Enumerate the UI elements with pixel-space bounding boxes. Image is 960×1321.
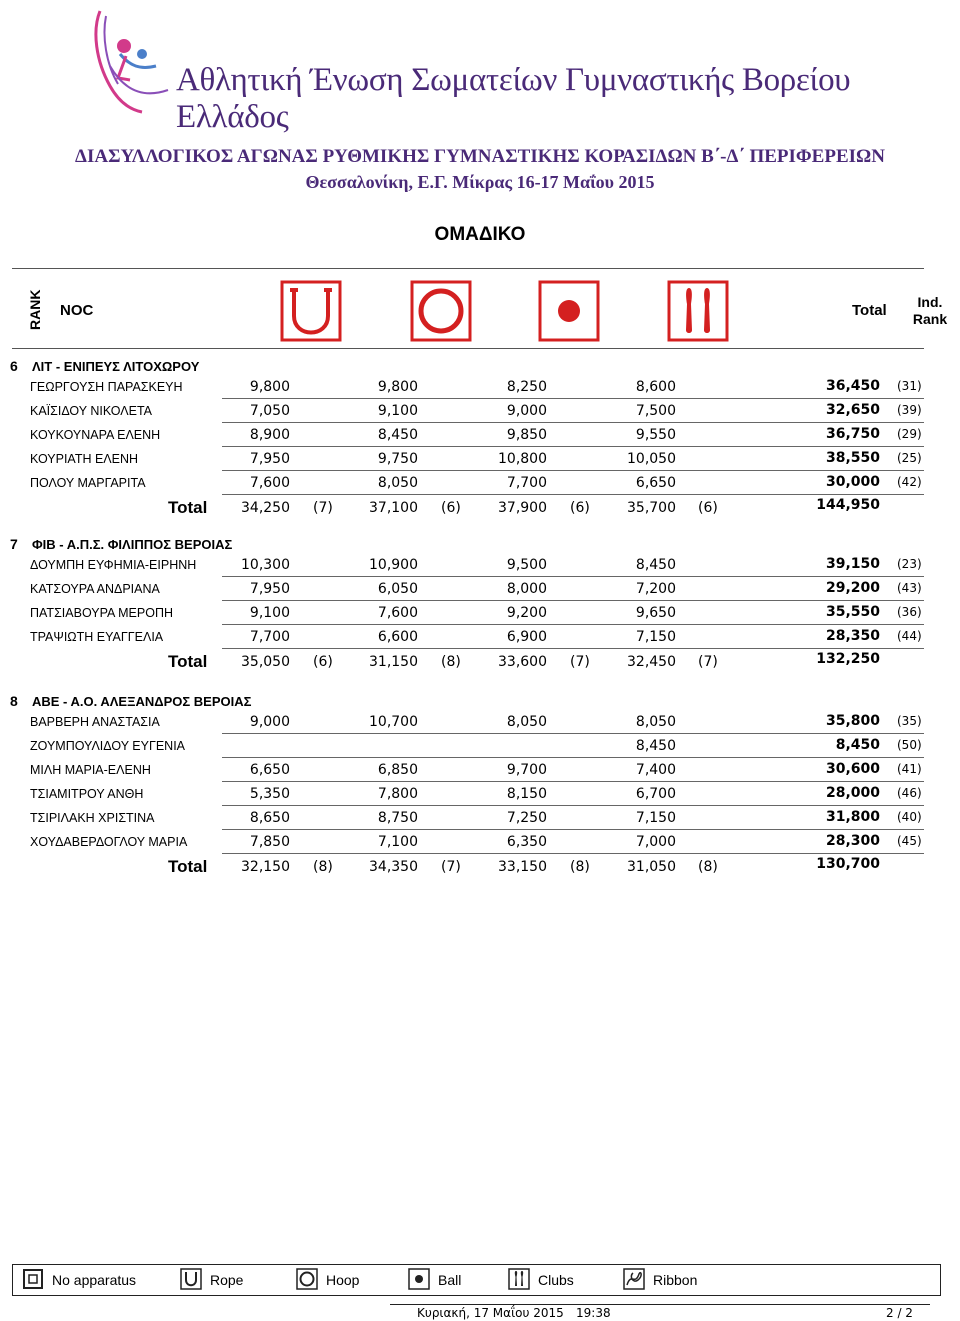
gymnast-total: 39,150 [825,556,880,572]
footer-date: Κυριακή, 17 Μαΐου 2015 [417,1306,564,1320]
apparatus-score: 7,150 [635,629,676,645]
legend-label: No apparatus [52,1272,137,1288]
apparatus-score: 9,800 [249,379,290,395]
gymnast-name: ΔΟΥΜΠΗ ΕΥΦΗΜΙΑ-ΕΙΡΗΝΗ [30,558,197,572]
row-divider [222,446,924,447]
apparatus-score: 8,050 [506,714,547,730]
header-top-rule [12,268,924,269]
competition-title: ΔΙΑΣΥΛΛΟΓΙΚΟΣ ΑΓΩΝΑΣ ΡΥΘΜΙΚΗΣ ΓΥΜΝΑΣΤΙΚΗΣ ΚΟΡΑΣΙΔΩΝ Β΄-Δ΄ ΠΕΡΙΦΕΡΕΙΩΝ [75,146,885,167]
team-grand-total: 144,950 [816,497,880,513]
apparatus-score: 8,650 [249,810,290,826]
team-apparatus-rank: (6) [570,500,590,516]
apparatus-score: 7,500 [635,403,676,419]
apparatus-score: 9,700 [506,762,547,778]
apparatus-score: 6,650 [249,762,290,778]
apparatus-score: 8,250 [506,379,547,395]
team-apparatus-rank: (7) [698,654,718,670]
apparatus-score: 10,050 [627,451,676,467]
gymnast-ind-rank: (29) [897,427,922,441]
team-apparatus-total: 37,100 [369,500,418,516]
row-divider [222,600,924,601]
hoop-icon [410,280,472,342]
ball-icon [408,1268,430,1290]
gymnast-name: ΒΑΡΒΕΡΗ ΑΝΑΣΤΑΣΙΑ [30,715,160,729]
gymnast-name: ΤΡΑΨΙΩΤΗ ΕΥΑΓΓΕΛΙΑ [30,630,164,644]
row-divider [222,733,924,734]
row-divider [222,624,924,625]
gymnast-ind-rank: (23) [897,557,922,571]
gymnast-ind-rank: (39) [897,403,922,417]
ball-icon [538,280,600,342]
gymnast-total: 32,650 [825,402,880,418]
team-apparatus-total: 32,150 [241,859,290,875]
apparatus-score: 7,400 [635,762,676,778]
team-apparatus-rank: (7) [313,500,333,516]
team-total-label: Total [168,652,208,671]
ind-rank-label-line2: Rank [912,311,948,327]
column-header-total: Total [852,302,887,319]
gymnast-name: ΠΑΤΣΙΑΒΟΥΡΑ ΜΕΡΟΠΗ [30,606,173,620]
apparatus-score: 10,700 [369,714,418,730]
apparatus-score: 7,800 [377,786,418,802]
legend-label: Rope [210,1272,244,1288]
apparatus-score: 10,300 [241,557,290,573]
team-apparatus-rank: (7) [441,859,461,875]
gymnast-ind-rank: (45) [897,834,922,848]
legend-label: Ball [438,1272,462,1288]
row-divider [222,781,924,782]
team-apparatus-total: 34,350 [369,859,418,875]
apparatus-score: 10,800 [498,451,547,467]
apparatus-score: 8,450 [635,738,676,754]
apparatus-score: 8,600 [635,379,676,395]
footer-time: 19:38 [576,1306,611,1320]
apparatus-score: 6,900 [506,629,547,645]
team-total-label: Total [168,498,208,517]
gymnast-name: ΚΑΤΣΟΥΡΑ ΑΝΔΡΙΑΝΑ [30,582,160,596]
team-rank: 8 [10,693,18,709]
apparatus-score: 7,600 [249,475,290,491]
clubs-icon [667,280,729,342]
team-apparatus-total: 31,050 [627,859,676,875]
gymnast-ind-rank: (25) [897,451,922,465]
footer-page-number: 2 / 2 [886,1306,913,1320]
team-apparatus-total: 34,250 [241,500,290,516]
team-apparatus-rank: (6) [698,500,718,516]
gymnast-name: ΚΑΪΣΙΔΟΥ ΝΙΚΟΛΕΤΑ [30,404,153,418]
team-grand-total: 130,700 [816,856,880,872]
team-name: ΑΒΕ - Α.Ο. ΑΛΕΞΑΝΔΡΟΣ ΒΕΡΟΙΑΣ [32,694,252,709]
apparatus-score: 9,650 [635,605,676,621]
ribbon-icon [623,1268,645,1290]
legend-label: Hoop [326,1272,360,1288]
row-divider [222,757,924,758]
footer-rule [390,1304,930,1305]
apparatus-legend [12,1264,941,1296]
gymnast-total: 8,450 [835,737,880,753]
apparatus-score: 6,650 [635,475,676,491]
apparatus-score: 9,550 [635,427,676,443]
gymnast-name: ΤΣΙΑΜΙΤΡΟΥ ΑΝΘΗ [30,787,144,801]
apparatus-score: 8,900 [249,427,290,443]
team-apparatus-total: 35,700 [627,500,676,516]
team-apparatus-total: 37,900 [498,500,547,516]
team-rank: 7 [10,536,18,552]
apparatus-score: 8,450 [635,557,676,573]
apparatus-score: 6,600 [377,629,418,645]
team-apparatus-rank: (7) [570,654,590,670]
row-divider [222,853,924,854]
gymnast-total: 30,000 [825,474,880,490]
apparatus-score: 5,350 [249,786,290,802]
row-divider [222,494,924,495]
team-apparatus-total: 32,450 [627,654,676,670]
apparatus-score: 7,200 [635,581,676,597]
gymnast-ind-rank: (31) [897,379,922,393]
gymnast-total: 28,300 [825,833,880,849]
apparatus-score: 7,600 [377,605,418,621]
rope-icon [280,280,342,342]
gymnast-name: ΖΟΥΜΠΟΥΛΙΔΟΥ ΕΥΓΕΝΙΑ [30,739,186,753]
gymnast-total: 31,800 [825,809,880,825]
apparatus-score: 9,200 [506,605,547,621]
team-name: ΛΙΤ - ΕΝΙΠΕΥΣ ΛΙΤΟΧΩΡΟΥ [32,359,200,374]
row-divider [222,805,924,806]
gymnast-ind-rank: (41) [897,762,922,776]
apparatus-score: 10,900 [369,557,418,573]
row-divider [222,829,924,830]
gymnast-total: 29,200 [825,580,880,596]
gymnast-ind-rank: (35) [897,714,922,728]
gymnast-name: ΧΟΥΔΑΒΕΡΔΟΓΛΟΥ ΜΑΡΙΑ [30,835,188,849]
column-header-ind-rank [906,294,954,328]
ind-rank-label-line1: Ind. [917,294,943,310]
rope-icon [180,1268,202,1290]
apparatus-score: 6,050 [377,581,418,597]
team-grand-total: 132,250 [816,651,880,667]
team-apparatus-rank: (6) [313,654,333,670]
no-apparatus-icon [22,1268,44,1290]
apparatus-score: 9,800 [377,379,418,395]
apparatus-score: 8,750 [377,810,418,826]
apparatus-score: 7,100 [377,834,418,850]
federation-logo [70,6,180,122]
apparatus-score: 9,100 [377,403,418,419]
apparatus-score: 7,950 [249,451,290,467]
team-apparatus-total: 33,600 [498,654,547,670]
gymnast-total: 36,450 [825,378,880,394]
apparatus-score: 7,950 [249,581,290,597]
team-apparatus-rank: (8) [313,859,333,875]
apparatus-score: 7,850 [249,834,290,850]
gymnast-ind-rank: (36) [897,605,922,619]
apparatus-score: 9,750 [377,451,418,467]
row-divider [222,398,924,399]
apparatus-score: 7,700 [249,629,290,645]
gymnast-total: 28,350 [825,628,880,644]
row-divider [222,648,924,649]
column-header-noc: NOC [60,302,94,319]
team-apparatus-rank: (6) [441,500,461,516]
apparatus-score: 9,100 [249,605,290,621]
gymnast-name: ΚΟΥΚΟΥΝΑΡΑ ΕΛΕΝΗ [30,428,161,442]
header-bottom-rule [12,348,924,349]
federation-title: Αθλητική Ένωση Σωματείων Γυμναστικής Βορείου Ελλάδος [176,62,851,135]
gymnast-ind-rank: (42) [897,475,922,489]
apparatus-score: 8,000 [506,581,547,597]
gymnast-total: 28,000 [825,785,880,801]
gymnast-name: ΠΟΛΟΥ ΜΑΡΓΑΡΙΤΑ [30,476,146,490]
apparatus-score: 8,050 [377,475,418,491]
team-rank: 6 [10,358,18,374]
gymnast-total: 30,600 [825,761,880,777]
apparatus-score: 7,150 [635,810,676,826]
apparatus-score: 6,850 [377,762,418,778]
apparatus-score: 7,700 [506,475,547,491]
team-total-label: Total [168,857,208,876]
team-apparatus-rank: (8) [570,859,590,875]
legend-label: Ribbon [653,1272,698,1288]
apparatus-score: 9,000 [506,403,547,419]
gymnast-ind-rank: (50) [897,738,922,752]
gymnast-ind-rank: (43) [897,581,922,595]
gymnast-total: 35,800 [825,713,880,729]
row-divider [222,576,924,577]
apparatus-score: 8,050 [635,714,676,730]
apparatus-score: 8,150 [506,786,547,802]
apparatus-score: 7,000 [635,834,676,850]
competition-venue-date: Θεσσαλονίκη, Ε.Γ. Μίκρας 16-17 Μαΐου 2015 [305,172,655,192]
row-divider [222,470,924,471]
team-apparatus-total: 33,150 [498,859,547,875]
team-apparatus-total: 31,150 [369,654,418,670]
row-divider [222,422,924,423]
apparatus-score: 6,700 [635,786,676,802]
gymnast-name: ΓΕΩΡΓΟΥΣΗ ΠΑΡΑΣΚΕΥΗ [30,380,183,394]
gymnast-name: ΚΟΥΡΙΑΤΗ ΕΛΕΝΗ [30,452,139,466]
event-title: ΟΜΑΔΙΚΟ [434,224,526,245]
gymnast-ind-rank: (44) [897,629,922,643]
apparatus-score: 9,850 [506,427,547,443]
gymnast-ind-rank: (40) [897,810,922,824]
gymnast-total: 35,550 [825,604,880,620]
apparatus-score: 6,350 [506,834,547,850]
apparatus-score: 9,000 [249,714,290,730]
gymnast-ind-rank: (46) [897,786,922,800]
gymnast-total: 36,750 [825,426,880,442]
apparatus-score: 7,050 [249,403,290,419]
column-header-rank: RANK [27,289,43,330]
gymnast-total: 38,550 [825,450,880,466]
gymnast-name: ΤΣΙΡΙΛΑΚΗ ΧΡΙΣΤΙΝΑ [30,811,155,825]
apparatus-score: 8,450 [377,427,418,443]
apparatus-score: 7,250 [506,810,547,826]
team-apparatus-rank: (8) [441,654,461,670]
hoop-icon [296,1268,318,1290]
clubs-icon [508,1268,530,1290]
apparatus-score: 9,500 [506,557,547,573]
team-name: ΦΙΒ - Α.Π.Σ. ΦΙΛΙΠΠΟΣ ΒΕΡΟΙΑΣ [32,537,233,552]
gymnast-name: ΜΙΛΗ ΜΑΡΙΑ-ΕΛΕΝΗ [30,763,151,777]
team-apparatus-total: 35,050 [241,654,290,670]
team-apparatus-rank: (8) [698,859,718,875]
legend-label: Clubs [538,1272,574,1288]
